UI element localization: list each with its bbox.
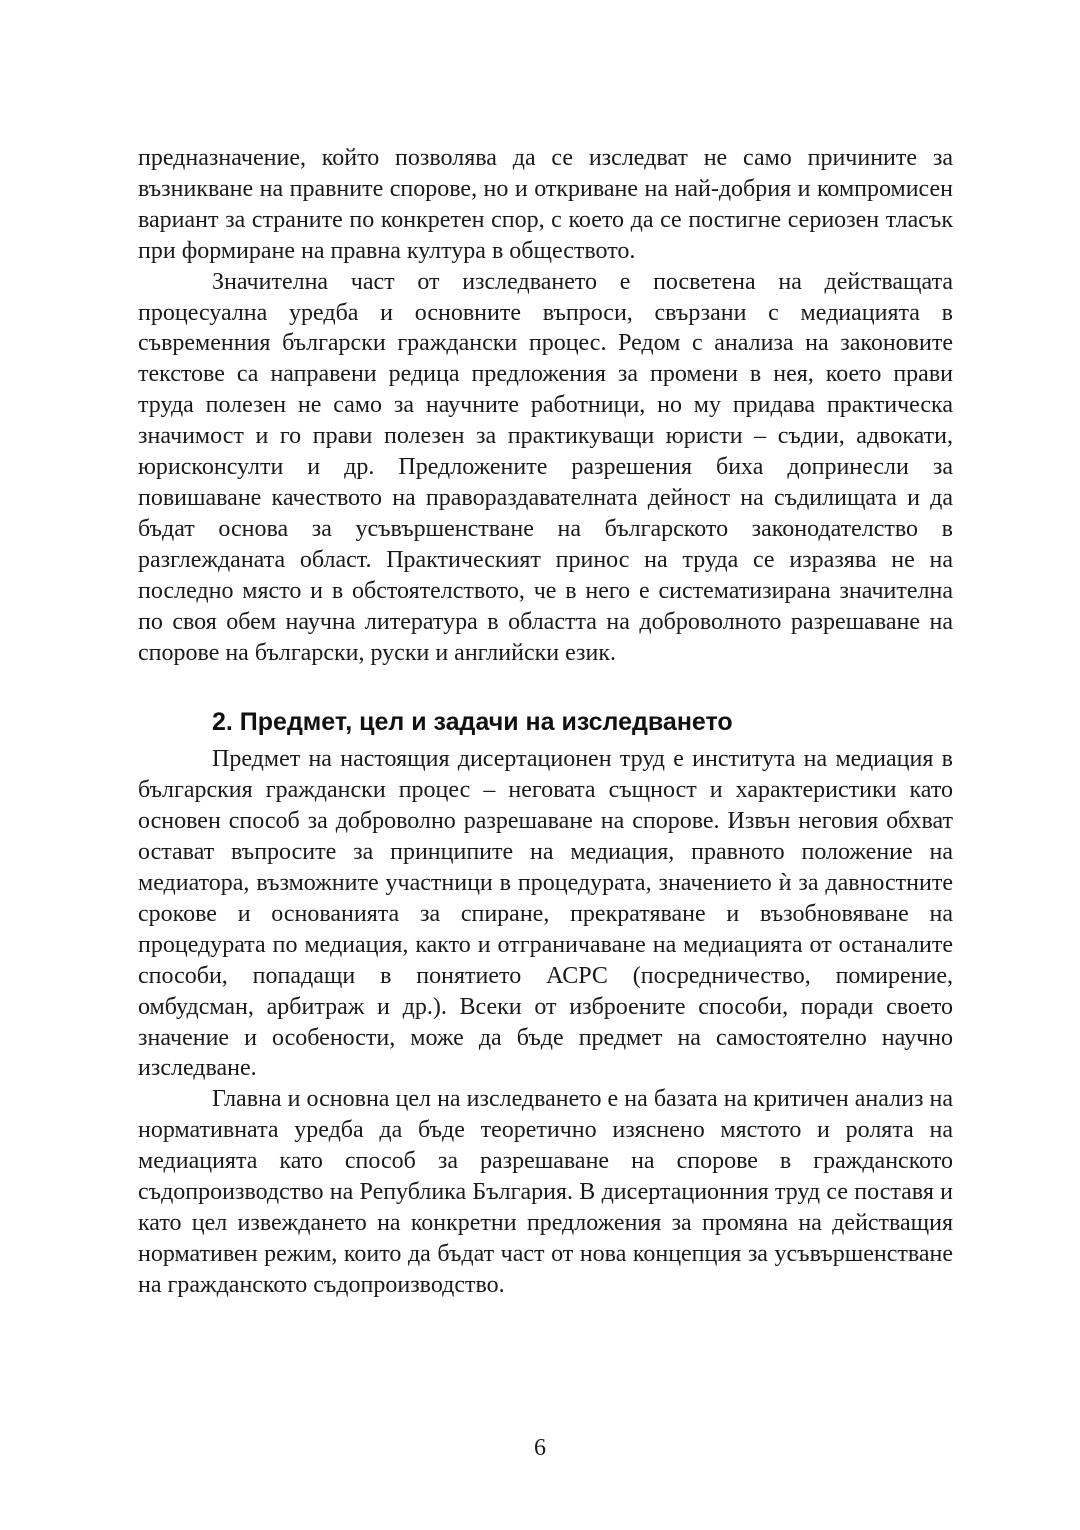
paragraph-research-scope: Значителна част от изследването е посветена на действащата процесуална уредба и основните въпроси, свързани с медиацията в съвременния български граждански процес. Редом с анализа на законовите текстове са направени редица предложения за промени в нея, което прави труда полезен не само за научните работници, но му придава практическа значимост и го прави полезен за практикуващи юристи – съдии, адвокати, юрисконсулти и др. Предложените разрешения биха допринесли за повишаване качеството на правораздавателната дейност на съдилищата и да бъдат основа за усъвършенстване на българското законодателство в разглежданата област. Практическият принос на труда се изразява не на последно място и в обстоятелството, че в него е систематизирана значителна по своя обем научна литература в областта на доброволното разрешаване на спорове на български, руски и английски език. [138, 268, 953, 666]
document-page [138, 143, 953, 1301]
paragraph-research-goal: Главна и основна цел на изследването е на базата на критичен анализ на нормативната уредба да бъде теоретично изяснено мястото и ролята на медиацията като способ за разрешаване на спорове в гражданското съдопроизводство на Република България. В дисертационния труд се поставя и като цел извеждането на конкретни предложения за промяна на действащия нормативен режим, които да бъдат част от нова концепция за усъвършенстване на гражданското съдопроизводство. [138, 1086, 953, 1298]
paragraph-research-subject: Предмет на настоящия дисертационен труд е института на медиация в българския граждански процес – неговата същност и характеристики като основен способ за доброволно разрешаване на спорове. Извън неговия обхват остават въпросите за принципите на медиация, правното положение на медиатора, възможните участници в процедурата, значението ѝ за давностните срокове и основанията за спиране, прекратяване и възобновяване на процедурата по медиация, както и отграничаване на медиацията от останалите способи, попадащи в понятието АСРС (посредничество, помирение, омбудсман, арбитраж и др.). Всеки от изброените способи, поради своето значение и особености, може да бъде предмет на самостоятелно научно изследване. [138, 746, 953, 1082]
section-heading: 2. Предмет, цел и задачи на изследването [212, 708, 733, 737]
page-number: 6 [534, 1435, 546, 1461]
paragraph-purpose-continuation: предназначение, който позволява да се изследват не само причините за възникване на правните спорове, но и откриване на най-добрия и компромисен вариант за страните по конкретен спор, с което да се постигне сериозен тласък при формиране на правна култура в обществото. [138, 145, 953, 264]
